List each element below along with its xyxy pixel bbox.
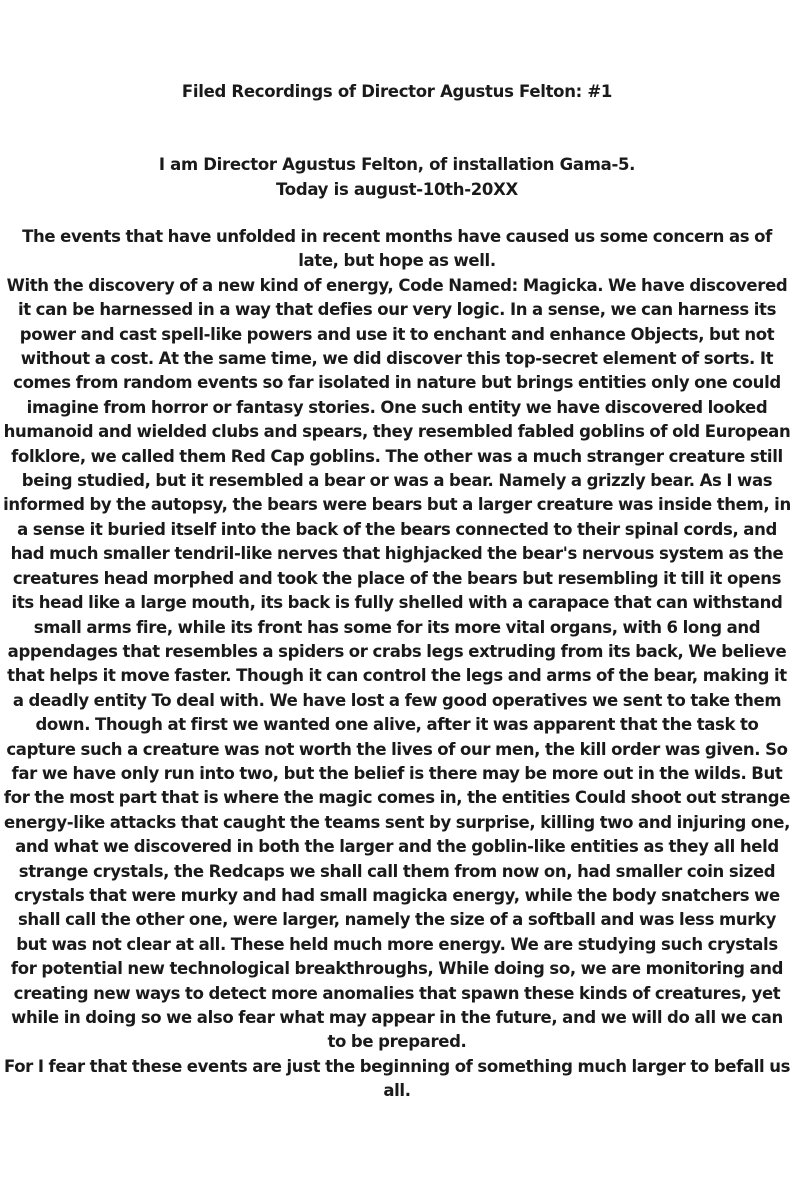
document-title: Filed Recordings of Director Agustus Felton: #1 xyxy=(181,82,613,101)
intro-line-date: Today is august-10th-20XX xyxy=(276,179,518,199)
paragraph-opening: The events that have unfolded in recent months have caused us some concern as of late, but hope as well. xyxy=(22,227,772,271)
body-text xyxy=(2,225,792,1104)
intro-line-director: I am Director Agustus Felton, of installation Gama-5. xyxy=(158,155,636,174)
paragraph-main: With the discovery of a new kind of energy, Code Named: Magicka. We have discovered it can be harnessed in a way that defies our very logic. In a sense, we can harness its power and cast spell-like powers and use it to enchant and enhance Objects, but not without a cost. At the same time, we did discover this top-secret element of sorts. It comes from random events so far isolated in nature but brings entities only one could imagine from horror or fantasy stories. One such entity we have discovered looked humanoid and wielded clubs and spears, they resembled fabled goblins of old European folklore, we called them Red Cap goblins. The other was a much stranger creature still being studied, but it resembled a bear or was a bear. Namely a grizzly bear. As I was informed by the autopsy, the bears were bears but a larger creature was inside them, in a sense it buried itself into the back of the bears connected to their spinal cords, and had much smaller tendril-like nerves that highjacked the bear's nervous system as the creatures head morphed and took the place of the bears but resembling it till it opens its head like a large mouth, its back is fully shelled with a carapace that can withstand small arms fire, while its front has some for its more vital organs, with 6 long and appendages that resembles a spiders or crabs legs extruding from its back, We believe that helps it move faster. Though it can control the legs and arms of the bear, making it a deadly entity To deal with. We have lost a few good operatives we sent to take them down. Though at first we wanted one alive, after it was apparent that the task to capture such a creature was not worth the lives of our men, the kill order was given. So far we have only run into two, but the belief is there may be more out in the wilds. But for the most part that is where the magic comes in, the entities Could shoot out strange energy-like attacks that caught the teams sent by surprise, killing two and injuring one, and what we discovered in both the larger and the goblin-like entities as they all held strange crystals, the Redcaps we shall call them from now on, had smaller coin sized crystals that were murky and had small magicka energy, while the body snatchers we shall call the other one, were larger, namely the size of a softball and was less murky but was not clear at all. These held much more energy. We are studying such crystals for potential new technological breakthroughs, While doing so, we are monitoring and creating new ways to detect more anomalies that spawn these kinds of creatures, yet while in doing so we also fear what may appear in the future, and we will do all we can to be prepared. xyxy=(3,275,791,1052)
intro-block xyxy=(0,153,794,202)
paragraph-closing: For I fear that these events are just the beginning of something much larger to befall us all. xyxy=(3,1056,791,1101)
